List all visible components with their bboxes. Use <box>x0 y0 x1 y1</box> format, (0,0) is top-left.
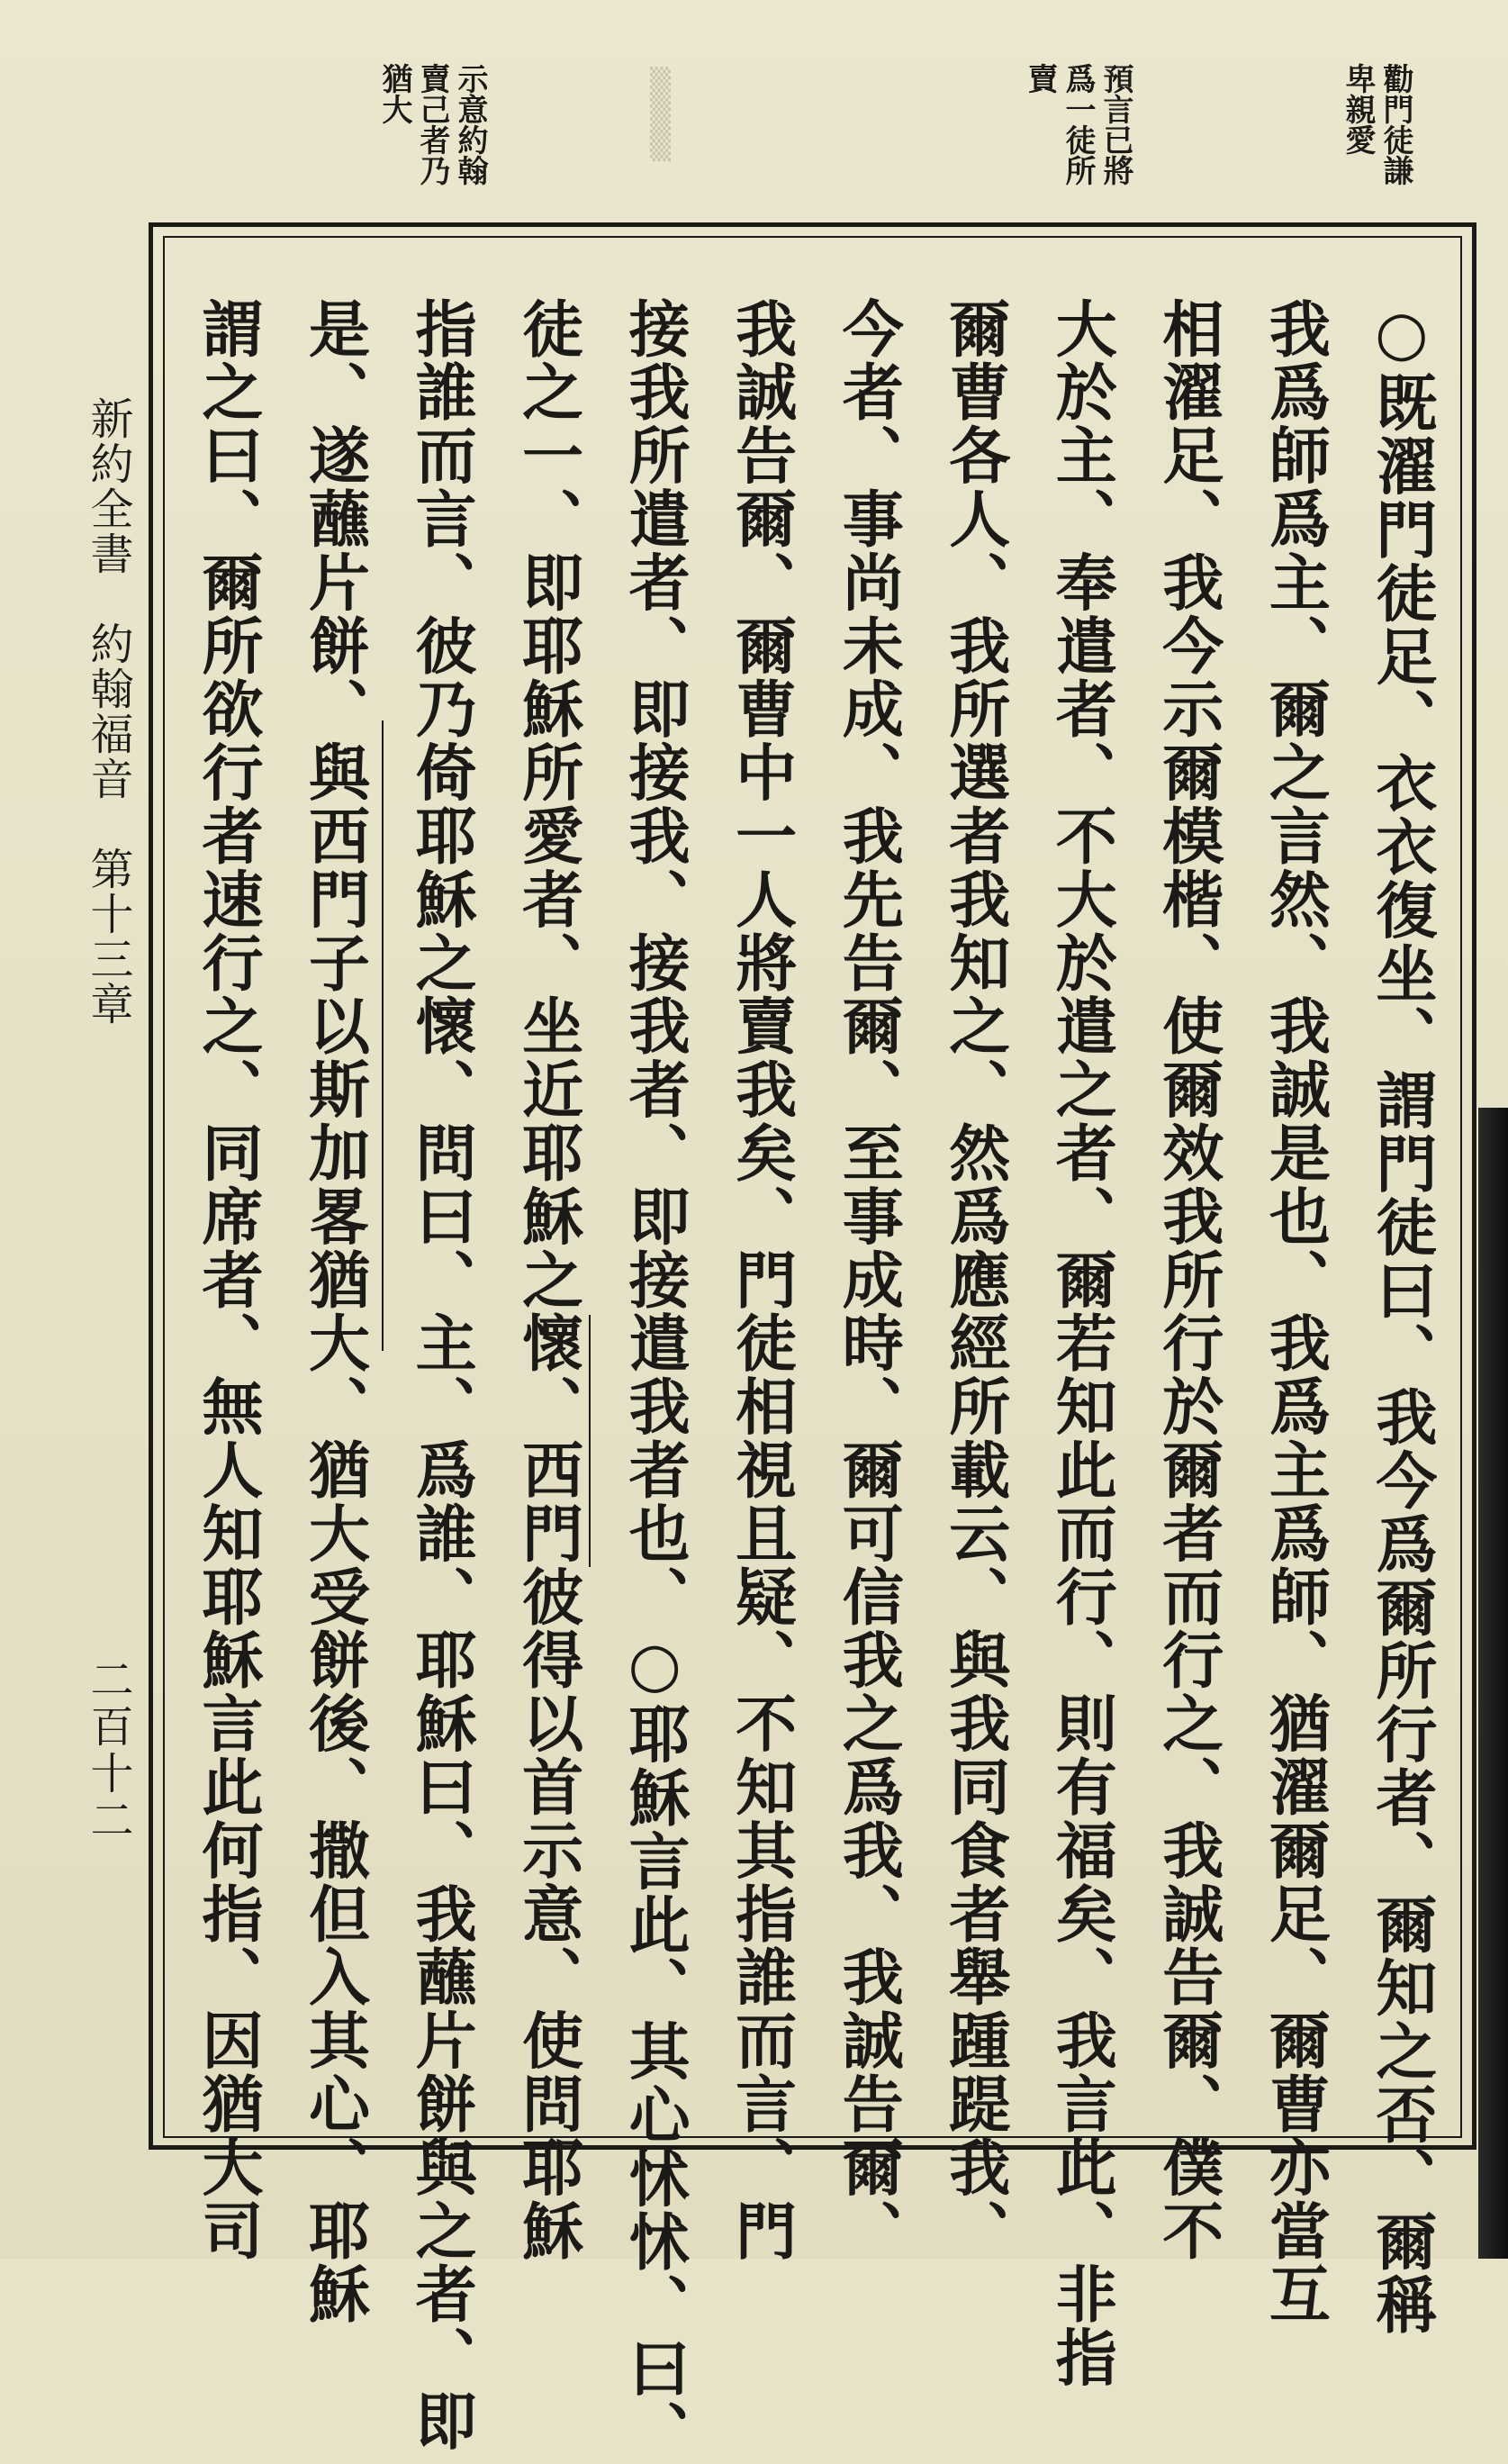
text-column: 爾曹各人、我所選者我知之、然爲應經所載云、與我同食者舉踵踶我、 <box>938 297 1011 2263</box>
headnote-line: 賣己者乃 <box>414 63 450 186</box>
scripture-columns <box>185 297 1445 2464</box>
text-column: 接我所遣者、即接我、接我者、即接遣我者也、○耶穌言此、其心怵怵、曰、 <box>619 297 691 2464</box>
headnote-betrayal-foretold <box>1024 63 1132 186</box>
headnote-judas-revealed <box>378 63 486 186</box>
headnote-line: 爲一徒所 <box>1060 63 1096 186</box>
running-title-chapter: 第十三章 <box>83 847 133 1027</box>
headnote-line: 猶大 <box>376 63 412 124</box>
text-column: 今者、事尚未成、我先告爾、至事成時、爾可信我之爲我、我誠告爾、 <box>832 297 905 2263</box>
text-column: ○既濯門徒足、衣衣復坐、謂門徒曰、我今爲爾所行者、爾知之否、爾稱 <box>1365 297 1438 2337</box>
headnote-humility <box>1341 63 1412 186</box>
headnote-line: 賣 <box>1022 63 1058 94</box>
running-title-book: 新約全書 <box>83 396 133 576</box>
page-number: 二百十二 <box>83 1657 133 1844</box>
text-column: 相濯足、我今示爾模楷、使爾效我所行於爾者而行之、我誠告爾、僕不 <box>1151 297 1224 2263</box>
headnote-line: 預言已將 <box>1097 63 1133 186</box>
text-column: 大於主、奉遣者、不大於遣之者、爾若知此而行、則有福矣、我言此、非指 <box>1045 297 1118 2390</box>
text-column: 我誠告爾、爾曹中一人將賣我矣、門徒相視且疑、不知其指誰而言、門 <box>725 297 798 2263</box>
text-column: 徒之一、即耶穌所愛者、坐近耶穌之懷、西門彼得以首示意、使問耶穌 <box>511 297 584 2263</box>
headnote-line: 卑親愛 <box>1340 63 1376 155</box>
text-column: 是、遂蘸片餅、與西門子以斯加畧猶大、猶大受餅後、撒但入其心、耶穌 <box>298 297 371 2326</box>
headnote-line: 示意約翰 <box>452 63 488 186</box>
text-column: 我爲師爲主、爾之言然、我誠是也、我爲主爲師、猶濯爾足、爾曹亦當互 <box>1259 297 1332 2326</box>
binding-edge <box>1478 1108 1508 2259</box>
text-column: 指誰而言、彼乃倚耶穌之懷、問曰、主、爲誰、耶穌曰、我蘸片餅與之者、即 <box>405 297 478 2453</box>
bleed-through-mark: ▒▒▒ <box>645 68 676 162</box>
text-column: 謂之曰、爾所欲行者速行之、同席者、無人知耶穌言此何指、因猶大司 <box>192 297 264 2263</box>
headnote-line: 勸門徒謙 <box>1377 63 1413 186</box>
running-title <box>81 396 135 1027</box>
running-title-gospel: 約翰福音 <box>83 621 133 802</box>
